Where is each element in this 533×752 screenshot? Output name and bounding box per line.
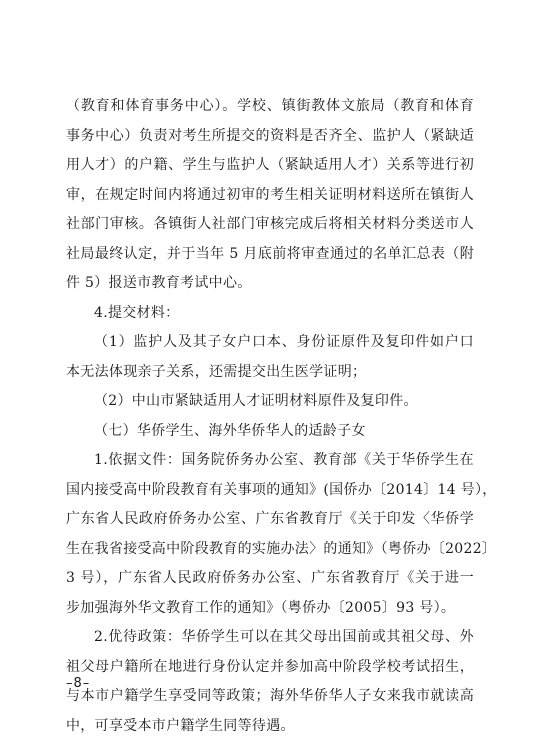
document-body: [66, 92, 497, 741]
paragraph-approval-process: [66, 92, 474, 299]
text-line: 件 5）报送市教育考试中心。: [66, 275, 252, 291]
text-line: 审，在规定时间内将通过初审的考生相关证明材料送所在镇街人: [66, 186, 474, 203]
text-line: （七）华侨学生、海外华侨华人的适龄子女: [94, 422, 366, 439]
paragraph-basis-documents: [66, 446, 497, 623]
text-line: 祖父母户籍所在地进行身份认定并参加高中阶段学校考试招生，: [66, 658, 474, 675]
paragraph-material-item-2: [66, 387, 474, 417]
text-line: 社部门审核。各镇街人社部门审核完成后将相关材料分类送市人: [66, 216, 474, 232]
section-heading-overseas-chinese: [66, 417, 474, 447]
text-line: 4.提交材料：: [94, 304, 180, 321]
page-number: –8–: [66, 676, 91, 691]
text-line: 事务中心）负责对考生所提交的资料是否齐全、监护人（紧缺适: [66, 127, 474, 144]
text-line: 2.优待政策：华侨学生可以在其父母出国前或其祖父母、外: [94, 629, 474, 645]
text-line: 生在我省接受高中阶段教育的实施办法〉的通知》（粤侨办〔2022〕: [66, 540, 497, 557]
text-line: 广东省人民政府侨务办公室、广东省教育厅《关于印发〈华侨学: [66, 511, 474, 527]
text-line: 本无法体现亲子关系，还需提交出生医学证明；: [66, 363, 367, 380]
text-line: （教育和体育事务中心）。学校、镇街教体文旅局（教育和体育: [66, 98, 474, 114]
text-line: 中，可享受本市户籍学生同等待遇。: [66, 717, 295, 734]
paragraph-material-item-1: [66, 328, 474, 387]
text-line: 国内接受高中阶段教育有关事项的通知》(国侨办〔2014〕14 号），: [66, 481, 497, 498]
text-line: （2）中山市紧缺适用人才证明材料原件及复印件。: [94, 393, 418, 409]
text-line: 步加强海外华文教育工作的通知》（粤侨办〔2005〕93 号）。: [66, 599, 456, 616]
text-line: 用人才）的户籍、学生与监护人（紧缺适用人才）关系等进行初: [66, 157, 474, 173]
paragraph-materials-heading: [66, 299, 474, 329]
text-line: 3 号），广东省人民政府侨务办公室、广东省教育厅《关于进一: [66, 570, 474, 586]
text-line: 与本市户籍学生享受同等政策；海外华侨华人子女来我市就读高: [66, 688, 474, 704]
text-line: （1）监护人及其子女户口本、身份证原件及复印件如户口: [94, 334, 474, 350]
paragraph-preferential-policy: [66, 623, 474, 741]
text-line: 1.依据文件：国务院侨务办公室、教育部《关于华侨学生在: [94, 452, 474, 468]
text-line: 社局最终认定，并于当年 5 月底前将审查通过的名单汇总表（附: [66, 245, 474, 262]
